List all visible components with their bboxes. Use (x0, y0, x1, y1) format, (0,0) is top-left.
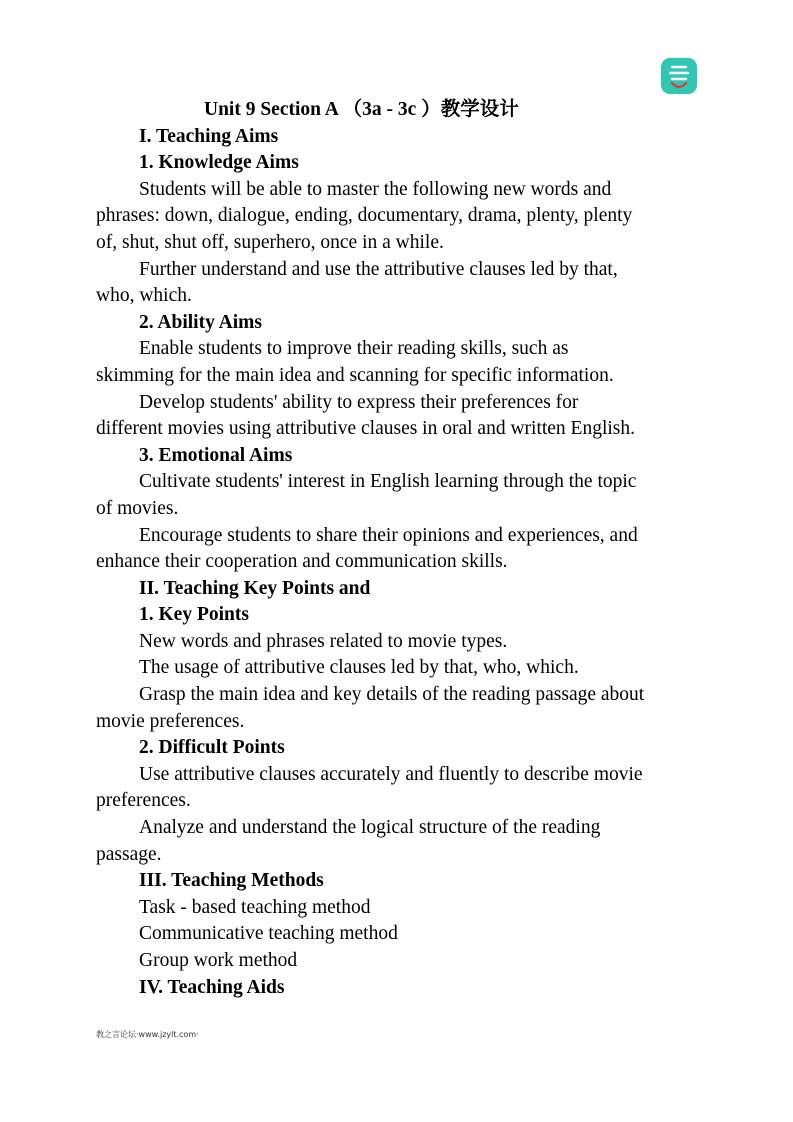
section-heading: 3. Emotional Aims (139, 444, 293, 466)
paragraph-line: passage. (96, 843, 162, 865)
paragraph-line: The usage of attributive clauses led by that, who, which. (139, 657, 579, 679)
paragraph-line: Communicative teaching method (139, 923, 398, 945)
paragraph-line: Task - based teaching method (139, 896, 371, 918)
paragraph-line: Develop students' ability to express their preferences for (139, 391, 579, 413)
section-heading: 2. Difficult Points (139, 737, 285, 759)
paragraph-line: phrases: down, dialogue, ending, documentary, drama, plenty, plenty (96, 205, 633, 227)
paragraph-line: of, shut, shut off, superhero, once in a while. (96, 231, 444, 253)
paragraph-line: Analyze and understand the logical structure of the reading (139, 817, 601, 839)
paragraph-line: Encourage students to share their opinions and experiences, and (139, 524, 638, 546)
paragraph-line: Cultivate students' interest in English learning through the topic (139, 471, 637, 493)
paragraph-line: Use attributive clauses accurately and fluently to describe movie (139, 763, 643, 785)
paragraph-line: who, which. (96, 285, 192, 307)
paragraph-line: Enable students to improve their reading skills, such as (139, 338, 569, 360)
paragraph-line: of movies. (96, 497, 179, 519)
site-logo-icon (661, 58, 697, 94)
paragraph-line: Group work method (139, 950, 298, 971)
section-heading: IV. Teaching Aids (139, 976, 285, 998)
paragraph-line: movie preferences. (96, 710, 245, 732)
section-heading: 1. Knowledge Aims (139, 152, 299, 174)
paragraph-line: Grasp the main idea and key details of the reading passage about (139, 684, 645, 706)
paragraph-line: different movies using attributive clauses in oral and written English. (96, 418, 636, 440)
section-heading: II. Teaching Key Points and (139, 577, 371, 599)
section-heading: 2. Ability Aims (139, 311, 262, 333)
paragraph-line: preferences. (96, 790, 191, 812)
paragraph-line: Further understand and use the attributive clauses led by that, (139, 258, 618, 280)
section-heading: III. Teaching Methods (139, 870, 324, 892)
paragraph-line: enhance their cooperation and communication skills. (96, 551, 508, 573)
menu-smile-icon (661, 58, 697, 94)
document-title: Unit 9 Section A （3a - 3c ）教学设计 (204, 99, 519, 120)
document-body (96, 97, 696, 1001)
document-lines (96, 124, 696, 1002)
paragraph-line: skimming for the main idea and scanning for specific information. (96, 364, 614, 386)
section-heading: I. Teaching Aims (139, 125, 279, 147)
section-heading: 1. Key Points (139, 604, 249, 626)
paragraph-line: New words and phrases related to movie types. (139, 630, 508, 652)
paragraph-line: Students will be able to master the following new words and (139, 178, 612, 200)
footer-watermark: 教之言论坛·www.jzylt.com· (96, 1030, 199, 1039)
